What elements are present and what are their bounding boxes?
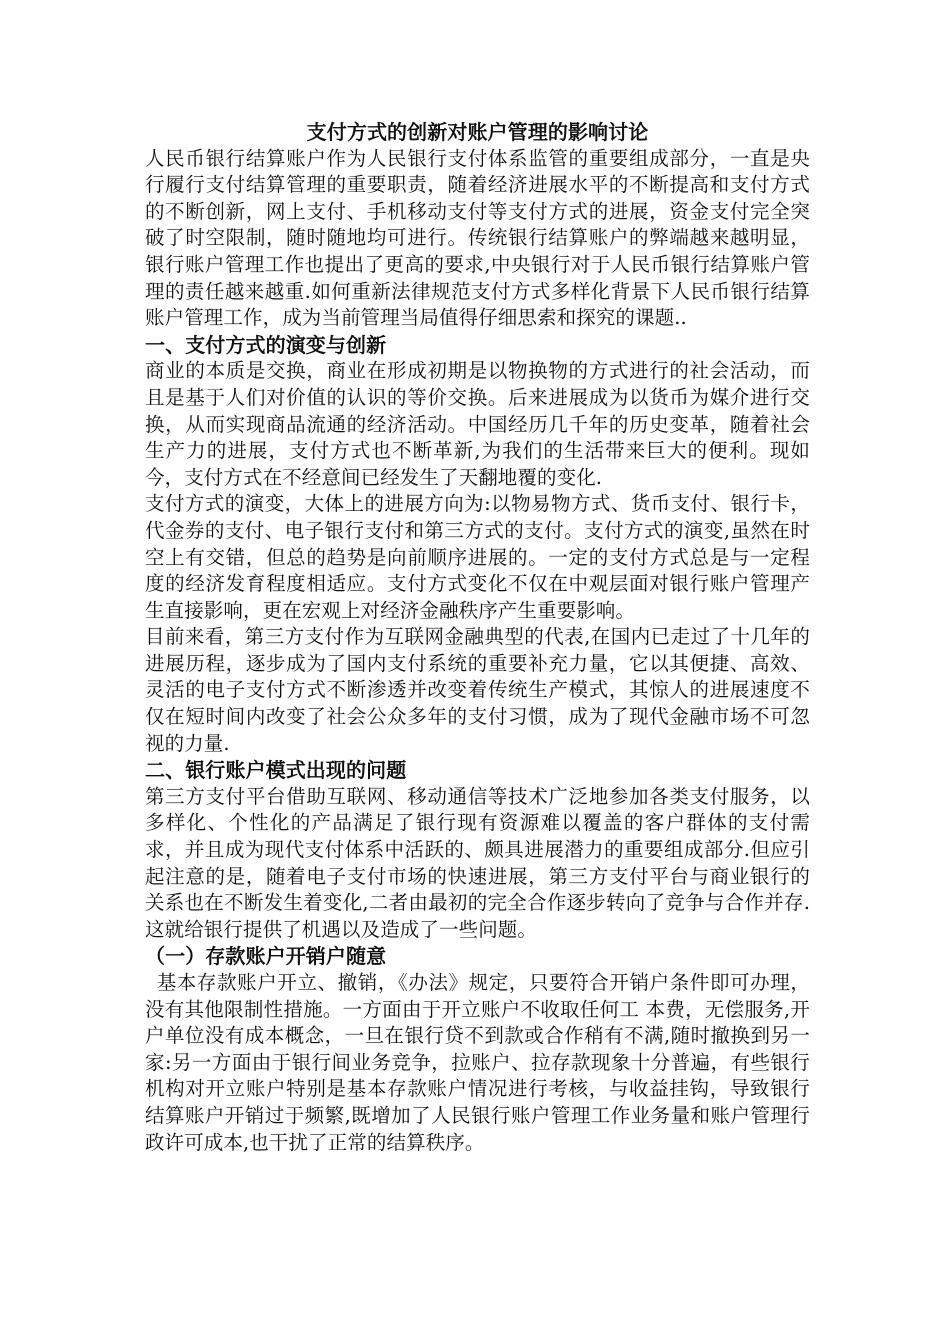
section1-paragraph-1: 商业的本质是交换，商业在形成初期是以物换物的方式进行的社会活动，而且是基于人们对价值的认识的等价交换。后来进展成为以货币为媒介进行交换，从而实现商品流通的经济活动。中国经历几千年的历史变革，随着社会生产力的进展，支付方式也不断革新,为我们的生活带来巨大的便利。现如今，支付方式在不经意间已经发生了天翻地覆的变化. [145, 359, 810, 489]
document-title: 支付方式的创新对账户管理的影响讨论 [306, 120, 649, 144]
section2-paragraph-1: 第三方支付平台借助互联网、移动通信等技术广泛地参加各类支付服务，以多样化、个性化的产品满足了银行现有资源难以覆盖的客户群体的支付需求，并且成为现代支付体系中活跃的、颇具进展潜力的重要组成部分.但应引起注意的是，随着电子支付市场的快速进展，第三方支付平台与商业银行的关系也在不断发生着变化,二者由最初的完全合作逐步转向了竞争与合作并存.这就给银行提供了机遇以及造成了一些问题。 [145, 784, 810, 941]
document-body [145, 119, 810, 1156]
section1-paragraph-2: 支付方式的演变，大体上的进展方向为:以物易物方式、货币支付、银行卡，代金券的支付、电子银行支付和第三方式的支付。支付方式的演变,虽然在时空上有交错，但总的趋势是向前顺序进展的。一定的支付方式总是与一定程度的经济发育程度相适应。支付方式变化不仅在中观层面对银行账户管理产生直接影响，更在宏观上对经济金融秩序产生重要影响。 [145, 492, 810, 622]
subsection-heading-1: （一）存款账户开销户随意 [145, 944, 387, 969]
section-heading-2: 二、银行账户模式出现的问题 [145, 758, 407, 783]
section-heading-1: 一、支付方式的演变与创新 [145, 332, 387, 357]
intro-paragraph: 人民币银行结算账户作为人民银行支付体系监管的重要组成部分，一直是央行履行支付结算管理的重要职责，随着经济进展水平的不断提高和支付方式的不断创新，网上支付、手机移动支付等支付方式的进展，资金支付完全突破了时空限制，随时随地均可进行。传统银行结算账户的弊端越来越明显，银行账户管理工作也提出了更高的要求,中央银行对于人民币银行结算账户管理的责任越来越重.如何重新法律规范支付方式多样化背景下人民币银行结算账户管理工作，成为当前管理当局值得仔细思索和探究的课题.. [145, 146, 810, 330]
subsection1-paragraph-1: 基本存款账户开立、撤销，《办法》规定，只要符合开销户条件即可办理，没有其他限制性措施。一方面由于开立账户不收取任何工 本费，无偿服务,开户单位没有成本概念，一旦在银行贷不到款或合作稍有不满,随时撤换到另一家:另一方面由于银行间业务竞争，拉账户、拉存款现象十分普遍，有些银行机构对开立账户特别是基本存款账户情况进行考核，与收益挂钩，导致银行结算账户开销过于频繁,既增加了人民银行账户管理工作业务量和账户管理行政许可成本,也干扰了正常的结算秩序。 [145, 971, 810, 1154]
section1-paragraph-3: 目前来看，第三方支付作为互联网金融典型的代表,在国内已走过了十几年的进展历程，逐步成为了国内支付系统的重要补充力量，它以其便捷、高效、灵活的电子支付方式不断渗透并改变着传统生产模式，其惊人的进展速度不仅在短时间内改变了社会公众多年的支付习惯，成为了现代金融市场不可忽视的力量. [145, 625, 810, 755]
